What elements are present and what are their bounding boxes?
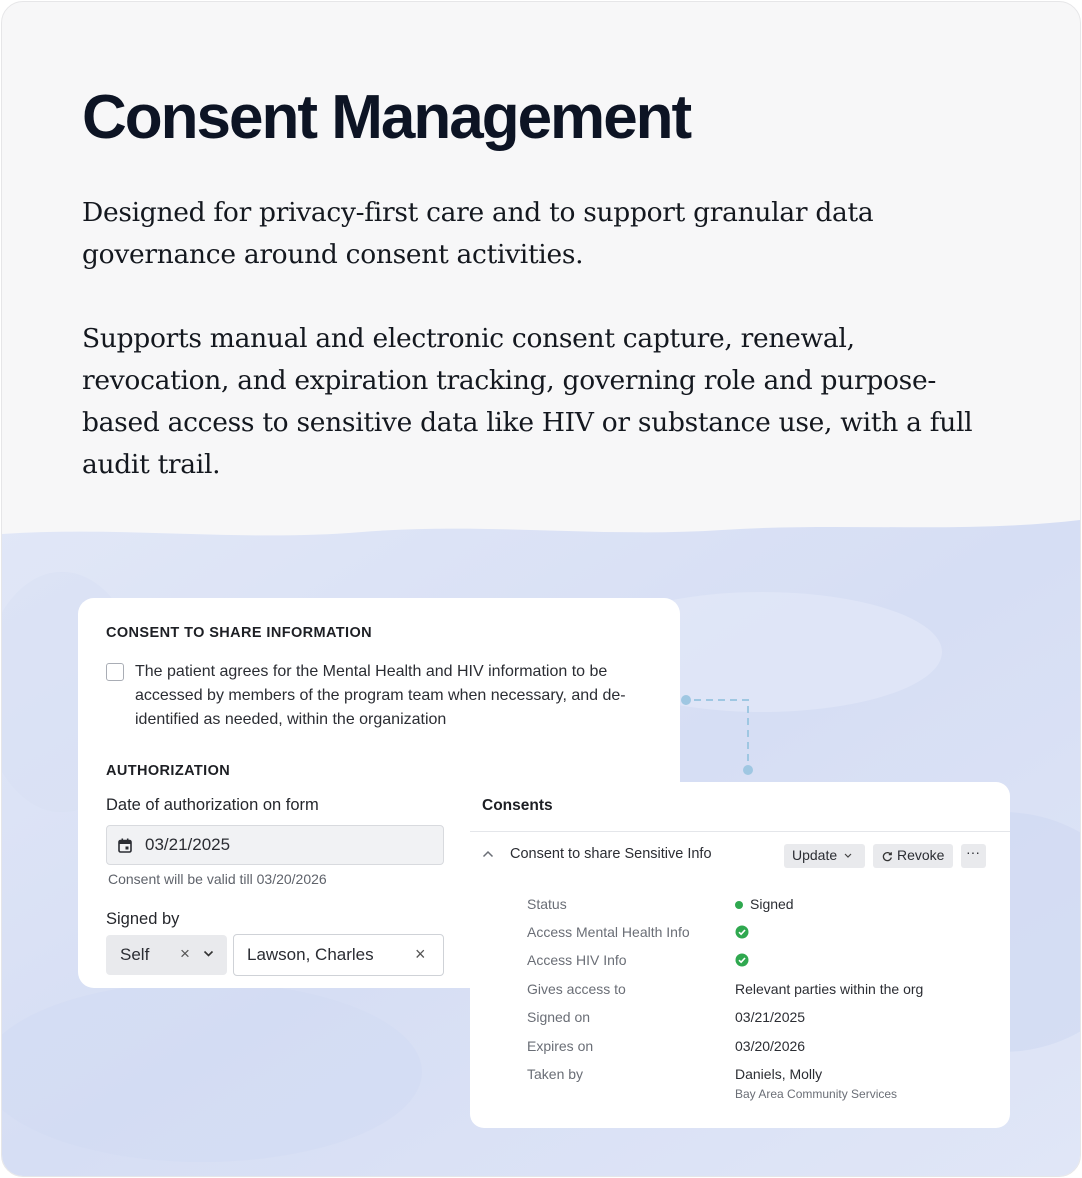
update-button[interactable] bbox=[784, 844, 865, 868]
refresh-icon bbox=[882, 851, 893, 862]
taken-by-label: Taken by bbox=[527, 1066, 584, 1082]
status-value: Signed bbox=[750, 896, 794, 912]
date-label: Date of authorization on form bbox=[106, 796, 319, 814]
signed-by-select-value: Self bbox=[120, 945, 150, 964]
validity-hint: Consent will be valid till 03/20/2026 bbox=[108, 871, 327, 887]
hiv-access-label: Access HIV Info bbox=[527, 952, 627, 968]
consent-section-heading: CONSENT TO SHARE INFORMATION bbox=[106, 625, 373, 641]
check-circle-icon bbox=[735, 925, 749, 939]
consent-item-title[interactable]: Consent to share Sensitive Info bbox=[510, 846, 712, 862]
expires-on-label: Expires on bbox=[527, 1038, 594, 1054]
gives-access-label: Gives access to bbox=[527, 981, 626, 997]
revoke-button[interactable] bbox=[873, 844, 953, 868]
more-options-button[interactable] bbox=[961, 844, 986, 868]
chevron-up-icon[interactable] bbox=[482, 850, 494, 858]
check-circle-icon bbox=[735, 953, 749, 967]
mental-health-access-label: Access Mental Health Info bbox=[527, 924, 690, 940]
clear-select-icon[interactable]: × bbox=[180, 944, 190, 963]
revoke-button-label: Revoke bbox=[897, 847, 945, 863]
details-paragraph: Supports manual and electronic consent capture, renewal, revocation, and expiration tracking, governing role and purpose-based access to sensitive data like HIV or substance use, with a full audit trail. bbox=[82, 323, 973, 480]
taken-by-value: Daniels, Molly bbox=[735, 1066, 823, 1082]
calendar-icon bbox=[118, 838, 132, 853]
consents-title: Consents bbox=[482, 797, 553, 814]
signed-by-select[interactable] bbox=[106, 935, 227, 975]
authorization-heading: AUTHORIZATION bbox=[106, 763, 231, 779]
intro-paragraph: Designed for privacy-first care and to support granular data governance around consent activities. bbox=[82, 197, 874, 270]
more-options-icon: ··· bbox=[966, 844, 980, 860]
signed-on-value: 03/21/2025 bbox=[735, 1009, 806, 1025]
divider bbox=[470, 831, 1010, 832]
chevron-down-icon[interactable] bbox=[203, 950, 214, 958]
consent-checkbox[interactable] bbox=[106, 663, 124, 681]
signed-by-label: Signed by bbox=[106, 910, 180, 928]
authorization-date-input[interactable] bbox=[106, 825, 444, 865]
gives-access-value: Relevant parties within the org bbox=[735, 981, 924, 997]
status-label: Status bbox=[527, 896, 567, 912]
taken-by-org: Bay Area Community Services bbox=[735, 1087, 898, 1101]
signer-name-input[interactable] bbox=[233, 934, 444, 976]
signed-on-label: Signed on bbox=[527, 1009, 591, 1025]
signer-name-value: Lawson, Charles bbox=[247, 945, 374, 964]
page-title: Consent Management bbox=[82, 83, 691, 152]
feature-panel bbox=[1, 1, 1081, 1177]
consent-statement: The patient agrees for the Mental Health and HIV information to be accessed by members of the program team when necessary, and de-identified as needed, within the organization bbox=[135, 663, 626, 728]
update-button-label: Update bbox=[792, 847, 838, 863]
chevron-down-icon bbox=[844, 853, 852, 858]
consents-card bbox=[470, 782, 1010, 1128]
expires-on-value: 03/20/2026 bbox=[735, 1038, 806, 1054]
date-value: 03/21/2025 bbox=[145, 835, 231, 854]
status-dot-icon bbox=[735, 901, 743, 909]
clear-name-icon[interactable]: × bbox=[415, 944, 426, 964]
